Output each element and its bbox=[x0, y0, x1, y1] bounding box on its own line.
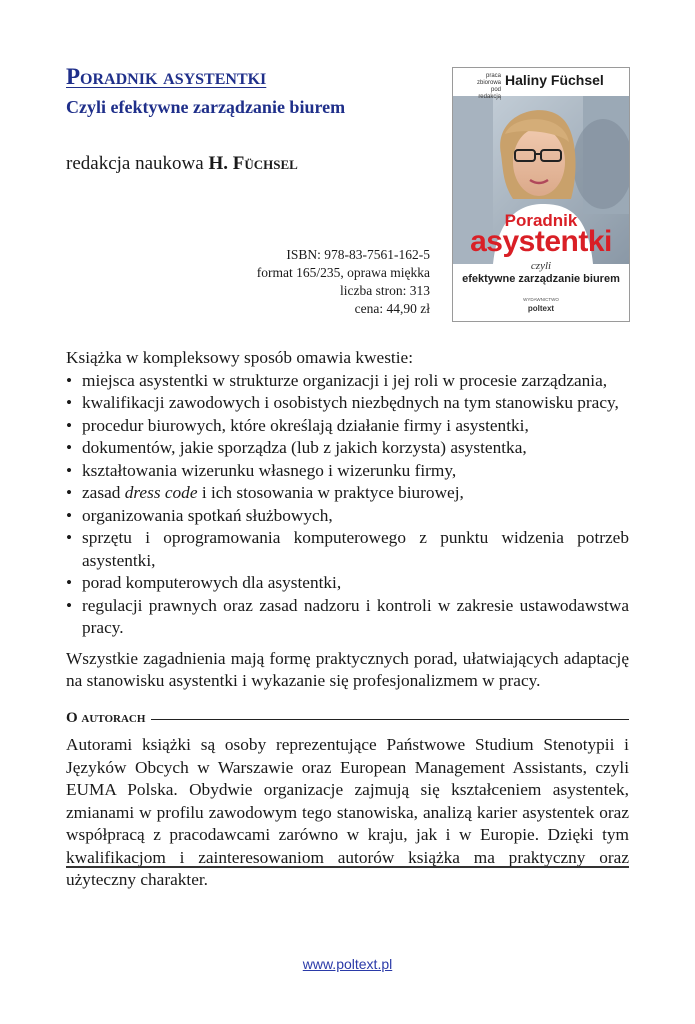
editor-name: H. Füchsel bbox=[208, 153, 298, 174]
topic-list bbox=[66, 370, 629, 640]
list-item: • procedur biurowych, które określają działanie firmy i asystentki, bbox=[66, 415, 629, 438]
dress-code-term: dress code bbox=[124, 483, 198, 502]
cover-title-line2: asystentki bbox=[470, 225, 612, 258]
book-details bbox=[200, 246, 430, 318]
authors-heading bbox=[66, 707, 629, 729]
editor-line bbox=[66, 152, 298, 176]
book-title: Poradnik asystentki bbox=[66, 64, 267, 89]
cover-czyli: czyli bbox=[530, 260, 552, 272]
list-item: • miejsca asystentki w strukturze organizacji i jej roli w procesie zarządzania, bbox=[66, 370, 629, 393]
list-item: • dokumentów, jakie sporządza (lub z jakich korzysta) asystentka, bbox=[66, 437, 629, 460]
editor-prefix: redakcja naukowa bbox=[66, 153, 204, 174]
description-closing: Wszystkie zagadnienia mają formę praktycznych porad, ułatwiających adaptację na stanowisku asystentki i wykazanie się profesjonalizmem w pracy. bbox=[66, 648, 629, 690]
list-item: • kwalifikacji zawodowych i osobistych niezbędnych na tym stanowisku pracy, bbox=[66, 392, 629, 415]
book-subtitle: Czyli efektywne zarządzanie biurem bbox=[66, 97, 346, 117]
description-intro: Książka w kompleksowy sposób omawia kwestie: bbox=[66, 348, 414, 367]
isbn: ISBN: 978-83-7561-162-5 bbox=[286, 247, 430, 262]
list-item: • kształtowania wizerunku własnego i wizerunku firmy, bbox=[66, 460, 629, 483]
list-item: • sprzętu i oprogramowania komputerowego z punktu widzenia potrzeb asystentki, bbox=[66, 527, 629, 572]
bottom-divider bbox=[66, 866, 629, 868]
list-item: • zasad dress code i ich stosowania w praktyce biurowej, bbox=[66, 482, 629, 505]
book-cover bbox=[452, 67, 630, 322]
list-item: • organizowania spotkań służbowych, bbox=[66, 505, 629, 528]
cover-author: Haliny Füchsel bbox=[505, 72, 604, 88]
cover-publisher: poltext bbox=[527, 304, 555, 313]
authors-text: Autorami książki są osoby reprezentujące Państwowe Studium Stenotypii i Języków Obcych w Warszawie oraz European Management Assistants, czyli EUMA Polska. Obydwie organizacje zajmują się kształceniem asystentek, zmianami w profilu zawodowym tego stanowiska, analizą karier asystentek oraz współpracą z pracodawcami zarówno w kraju, jak i w Europie. Dzięki tym kwalifikacjom i zainteresowaniom autorów książka ma praktyczny oraz użyteczny charakter. bbox=[66, 735, 629, 889]
format: format 165/235, oprawa miękka bbox=[256, 265, 430, 280]
cover-edited-note: praca zbiorowa pod redakcją bbox=[476, 73, 501, 100]
page-count: liczba stron: 313 bbox=[340, 283, 430, 298]
price: cena: 44,90 zł bbox=[354, 301, 430, 316]
cover-subtitle: efektywne zarządzanie biurem bbox=[462, 273, 620, 285]
cover-publisher-label: WYDAWNICTWO bbox=[523, 297, 559, 302]
heading-rule bbox=[151, 719, 629, 720]
authors-heading-label: O autorach bbox=[66, 709, 146, 726]
publisher-website-link[interactable]: www.poltext.pl bbox=[302, 956, 393, 972]
list-item: • porad komputerowych dla asystentki, bbox=[66, 572, 629, 595]
description bbox=[66, 347, 629, 693]
list-item: • regulacji prawnych oraz zasad nadzoru i kontroli w zakresie ustawodawstwa pracy. bbox=[66, 595, 629, 640]
cover-title-line1: Poradnik bbox=[504, 211, 578, 230]
